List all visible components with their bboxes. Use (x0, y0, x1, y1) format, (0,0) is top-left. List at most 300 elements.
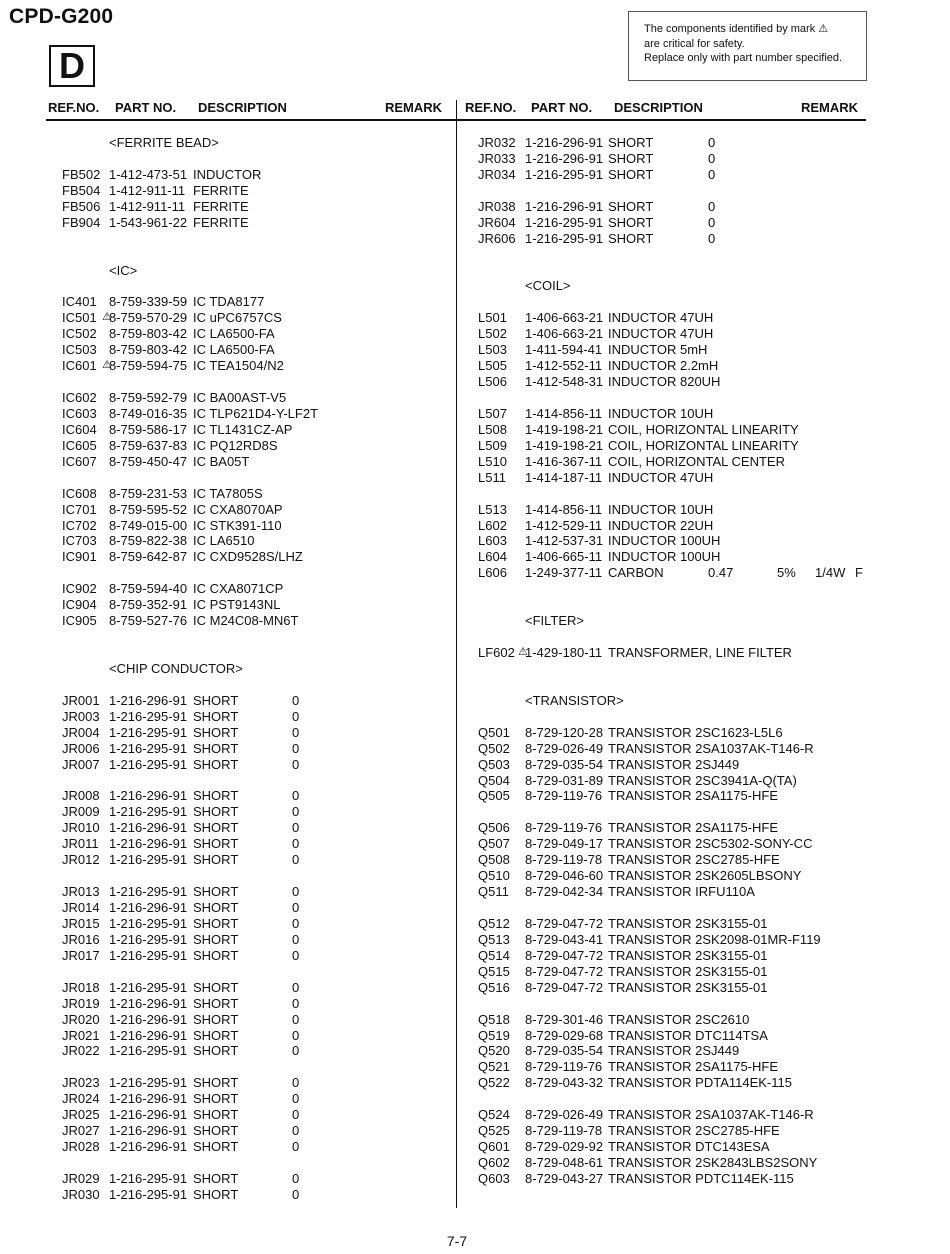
description: IC TL1431CZ-AP (193, 421, 293, 437)
ref-no: JR004 (62, 724, 100, 740)
description: TRANSISTOR 2SC2785-HFE (608, 852, 780, 868)
remark-value: 0 (292, 820, 300, 836)
part-no: 1-216-295-91 (109, 724, 188, 740)
ref-no: JR027 (62, 1123, 100, 1139)
part-no: 8-759-231-53 (109, 485, 188, 501)
description: TRANSISTOR 2SA1175-HFE (608, 820, 779, 836)
blank-row (458, 661, 928, 677)
description: SHORT (193, 1075, 239, 1091)
header-remark: REMARK (385, 100, 443, 115)
part-no: 1-412-911-11 (109, 198, 186, 214)
group-label: <COIL> (525, 278, 571, 294)
description: SHORT (608, 166, 654, 182)
description: SHORT (193, 708, 239, 724)
part-no: 1-216-296-91 (109, 1123, 188, 1139)
part-no: 1-216-296-91 (109, 1139, 188, 1155)
remark-value: 0 (292, 995, 300, 1011)
part-no: 8-729-047-72 (525, 963, 604, 979)
description: SHORT (193, 788, 239, 804)
ref-no: JR038 (478, 198, 516, 214)
remark-value: 0 (292, 1011, 300, 1027)
ref-no: IC601 (62, 358, 97, 374)
part-row (458, 757, 928, 773)
ref-no: JR021 (62, 1027, 100, 1043)
ref-no: Q522 (478, 1075, 510, 1091)
part-row (0, 1187, 455, 1203)
description: INDUCTOR 47UH (608, 326, 714, 342)
part-row (0, 342, 455, 358)
ref-no: JR003 (62, 708, 100, 724)
group-label: <CHIP CONDUCTOR> (109, 660, 243, 676)
group-heading (458, 693, 928, 709)
part-row (458, 980, 928, 996)
description: FERRITE (193, 198, 249, 214)
ref-no: Q521 (478, 1059, 510, 1075)
part-no: 8-729-047-72 (525, 979, 604, 995)
ref-no: L509 (478, 437, 507, 453)
ref-no: Q504 (478, 772, 510, 788)
description: SHORT (608, 198, 654, 214)
part-no: 8-759-803-42 (109, 326, 188, 342)
ref-no: JR012 (62, 852, 100, 868)
parts-list-left (0, 135, 455, 1203)
ref-no: JR034 (478, 166, 516, 182)
part-no: 1-216-295-91 (109, 1170, 188, 1186)
ref-no: IC603 (62, 405, 97, 421)
blank-row (458, 247, 928, 263)
part-no: 1-216-295-91 (109, 915, 188, 931)
ref-no: Q516 (478, 979, 510, 995)
part-row (458, 358, 928, 374)
part-no: 1-216-295-91 (109, 740, 188, 756)
description: SHORT (193, 756, 239, 772)
part-no: 1-216-295-91 (109, 852, 188, 868)
remark-value: 0 (292, 1186, 300, 1202)
ref-no: JR606 (478, 230, 516, 246)
ref-no: L501 (478, 310, 507, 326)
part-no: 1-216-296-91 (525, 150, 604, 166)
ref-no: IC607 (62, 453, 97, 469)
safety-notice (628, 11, 867, 81)
description: SHORT (193, 1139, 239, 1155)
description: TRANSISTOR 2SK2098-01MR-F119 (608, 931, 821, 947)
blank-row (458, 486, 928, 502)
part-no: 1-412-548-31 (525, 374, 604, 390)
description: SHORT (193, 995, 239, 1011)
part-no: 1-416-367-11 (525, 453, 603, 469)
blank-row (458, 900, 928, 916)
part-row (458, 916, 928, 932)
part-row (0, 518, 455, 534)
ref-no: L602 (478, 517, 507, 533)
part-row (0, 1028, 455, 1044)
part-row (0, 199, 455, 215)
part-row (0, 725, 455, 741)
part-no: 1-412-537-31 (525, 533, 604, 549)
part-row (0, 533, 455, 549)
part-row (0, 422, 455, 438)
part-row (0, 613, 455, 629)
part-no: 1-406-663-21 (525, 310, 604, 326)
blank-row (0, 677, 455, 693)
part-no: 1-216-295-91 (109, 947, 188, 963)
ref-no: JR024 (62, 1091, 100, 1107)
description: SHORT (193, 931, 239, 947)
blank-row (0, 470, 455, 486)
remark-value: 0 (292, 915, 300, 931)
group-heading (458, 613, 928, 629)
part-no: 8-759-822-38 (109, 533, 188, 549)
description: SHORT (193, 1123, 239, 1139)
ref-no: JR029 (62, 1170, 100, 1186)
part-row (0, 741, 455, 757)
description: TRANSISTOR 2SA1175-HFE (608, 788, 779, 804)
part-row (458, 533, 928, 549)
ref-no: Q503 (478, 756, 510, 772)
description: INDUCTOR 10UH (608, 501, 714, 517)
remark-wattage: 1/4W (815, 565, 846, 581)
ref-no: JR019 (62, 995, 100, 1011)
part-no: 1-216-295-91 (109, 1075, 188, 1091)
description: TRANSISTOR DTC143ESA (608, 1139, 770, 1155)
part-no: 1-412-473-51 (109, 166, 188, 182)
part-row (458, 1123, 928, 1139)
description: TRANSISTOR PDTC114EK-115 (608, 1170, 794, 1186)
ref-no: FB506 (62, 198, 101, 214)
part-no: 8-729-042-34 (525, 884, 604, 900)
ref-no: Q603 (478, 1170, 510, 1186)
part-no: 1-216-296-91 (525, 198, 604, 214)
part-no: 1-414-856-11 (525, 501, 603, 517)
part-no: 1-216-296-91 (109, 995, 188, 1011)
ref-no: IC701 (62, 501, 97, 517)
part-row (0, 294, 455, 310)
ref-no: JR032 (478, 135, 516, 150)
ref-no: L505 (478, 358, 507, 374)
description: SHORT (193, 884, 239, 900)
description: IC LA6500-FA (193, 326, 275, 342)
blank-row (0, 629, 455, 645)
description: TRANSISTOR 2SC2785-HFE (608, 1123, 780, 1139)
description: IC BA00AST-V5 (193, 390, 287, 405)
ref-no: Q601 (478, 1139, 510, 1155)
part-no: 8-729-119-78 (525, 852, 603, 868)
group-label: <TRANSISTOR> (525, 692, 624, 708)
part-row (458, 852, 928, 868)
description: SHORT (193, 900, 239, 915)
ref-no: IC401 (62, 294, 97, 310)
blank-row (458, 581, 928, 597)
ref-no: JR013 (62, 884, 100, 900)
part-row (0, 486, 455, 502)
remark-value: 0 (292, 947, 300, 963)
remark-value: 0 (292, 1123, 300, 1139)
remark-value: 0 (292, 836, 300, 852)
part-row (458, 773, 928, 789)
part-row (458, 964, 928, 980)
safety-notice-line: Replace only with part number specified. (644, 52, 843, 64)
part-no: 8-729-119-76 (525, 1059, 603, 1075)
ref-no: LF602 (478, 645, 515, 660)
part-row (458, 1012, 928, 1028)
remark-value: 0 (708, 198, 716, 214)
description: SHORT (608, 230, 654, 246)
ref-no: Q513 (478, 931, 510, 947)
part-no: 1-419-198-21 (525, 437, 604, 453)
group-heading (458, 278, 928, 294)
description: INDUCTOR (193, 166, 262, 182)
part-no: 1-216-296-91 (525, 135, 604, 150)
part-row (0, 1012, 455, 1028)
blank-row (458, 1091, 928, 1107)
ref-no: JR001 (62, 692, 100, 708)
part-no: 1-216-296-91 (109, 836, 188, 852)
part-no: 1-216-295-91 (109, 1043, 188, 1059)
ref-no: Q510 (478, 868, 510, 884)
remark-value: 0 (292, 804, 300, 820)
part-row (0, 804, 455, 820)
remark-value: 0 (292, 1075, 300, 1091)
part-no: 1-216-295-91 (109, 756, 188, 772)
blank-row (0, 964, 455, 980)
part-no: 8-749-016-35 (109, 405, 188, 421)
description: SHORT (193, 1091, 239, 1107)
description: INDUCTOR 47UH (608, 469, 714, 485)
description: TRANSISTOR 2SK3155-01 (608, 947, 768, 963)
part-row (0, 358, 455, 374)
ref-no: L606 (478, 565, 507, 581)
part-no: 8-729-046-60 (525, 868, 604, 884)
ref-no: L603 (478, 533, 507, 549)
remark-value: 0 (292, 884, 300, 900)
description: SHORT (193, 836, 239, 852)
part-row (458, 788, 928, 804)
remark-value: 0 (708, 135, 716, 150)
header-description: DESCRIPTION (198, 100, 287, 115)
ref-no: JR028 (62, 1139, 100, 1155)
description: TRANSISTOR DTC114TSA (608, 1027, 768, 1043)
part-row (458, 1155, 928, 1171)
description: SHORT (193, 1170, 239, 1186)
header-ref-no: REF.NO. (48, 100, 100, 115)
part-row (0, 852, 455, 868)
remark-value: 0 (292, 1043, 300, 1059)
description: FERRITE (193, 182, 249, 198)
ref-no: JR007 (62, 756, 100, 772)
ref-no: IC902 (62, 581, 97, 597)
part-no: 1-216-296-91 (109, 1091, 188, 1107)
part-no: 1-216-295-91 (525, 230, 604, 246)
part-no: 1-414-856-11 (525, 405, 603, 421)
part-row (458, 502, 928, 518)
section-letter-box: D (49, 45, 95, 87)
part-no: 8-729-048-61 (525, 1155, 604, 1170)
remark-value: 0 (292, 724, 300, 740)
blank-row (458, 390, 928, 406)
ref-no: Q518 (478, 1011, 510, 1027)
part-no: 8-729-026-49 (525, 740, 604, 756)
ref-no: JR015 (62, 915, 100, 931)
part-no: 8-759-586-17 (109, 421, 188, 437)
part-no: 8-759-450-47 (109, 453, 188, 469)
ref-no: JR010 (62, 820, 100, 836)
part-row (458, 645, 928, 661)
description: CARBON (608, 565, 664, 581)
column-divider (456, 100, 457, 1208)
description: IC LA6500-FA (193, 342, 275, 358)
part-no: 1-216-296-91 (109, 1107, 188, 1123)
ref-no: Q602 (478, 1155, 510, 1170)
part-no: 8-759-803-42 (109, 342, 188, 358)
blank-row (0, 773, 455, 789)
part-row (0, 581, 455, 597)
part-row (458, 422, 928, 438)
blank-row (458, 183, 928, 199)
part-no: 8-759-352-91 (109, 597, 188, 613)
part-no: 8-729-119-76 (525, 820, 603, 836)
part-no: 1-412-552-11 (525, 358, 603, 374)
part-row (458, 1043, 928, 1059)
part-no: 8-729-049-17 (525, 836, 604, 852)
part-row (0, 788, 455, 804)
remark-value: 0 (708, 230, 716, 246)
ref-no: IC602 (62, 390, 97, 405)
description: TRANSISTOR IRFU110A (608, 884, 755, 900)
part-row (0, 406, 455, 422)
group-heading (0, 263, 455, 279)
description: TRANSISTOR 2SJ449 (608, 1043, 740, 1059)
blank-row (458, 709, 928, 725)
part-row (458, 868, 928, 884)
part-row (0, 310, 455, 326)
ref-no: Q519 (478, 1027, 510, 1043)
description: IC uPC6757CS (193, 310, 282, 326)
ref-no: JR008 (62, 788, 100, 804)
blank-row (458, 597, 928, 613)
page-number: 7-7 (446, 1233, 468, 1249)
description: INDUCTOR 22UH (608, 517, 714, 533)
part-row (0, 502, 455, 518)
part-no: 1-216-295-91 (109, 931, 188, 947)
ref-no: Q515 (478, 963, 510, 979)
description: IC CXD9528S/LHZ (193, 549, 303, 565)
ref-no: Q502 (478, 740, 510, 756)
ref-no: JR020 (62, 1011, 100, 1027)
remark-value: 0 (292, 1027, 300, 1043)
description: SHORT (193, 820, 239, 836)
part-row (458, 932, 928, 948)
description: TRANSISTOR 2SC2610 (608, 1011, 750, 1027)
part-no: 8-729-035-54 (525, 756, 604, 772)
description: IC PQ12RD8S (193, 437, 278, 453)
ref-no: IC905 (62, 613, 97, 629)
description: IC PST9143NL (193, 597, 281, 613)
part-no: 8-729-026-49 (525, 1107, 604, 1123)
description: IC STK391-110 (193, 517, 282, 533)
part-row (458, 1075, 928, 1091)
part-no: 1-406-665-11 (525, 549, 603, 565)
part-row (0, 438, 455, 454)
blank-row (0, 868, 455, 884)
part-no: 1-216-295-91 (525, 166, 604, 182)
part-row (0, 215, 455, 231)
description: TRANSFORMER, LINE FILTER (608, 645, 792, 660)
part-no: 8-759-637-83 (109, 437, 188, 453)
part-row (458, 199, 928, 215)
ref-no: JR018 (62, 979, 100, 995)
description: SHORT (608, 135, 654, 150)
blank-row (0, 374, 455, 390)
description: TRANSISTOR 2SA1037AK-T146-R (608, 1107, 814, 1123)
description: IC TDA8177 (193, 294, 265, 310)
part-no: 8-729-119-76 (525, 788, 603, 804)
part-no: 1-216-295-91 (525, 214, 604, 230)
description: SHORT (193, 1027, 239, 1043)
ref-no: FB504 (62, 182, 101, 198)
remark-flag: F (855, 565, 863, 581)
ref-no: L507 (478, 405, 507, 421)
part-no: 1-412-911-11 (109, 182, 186, 198)
part-row (0, 1107, 455, 1123)
remark-value: 0 (292, 1170, 300, 1186)
blank-row (458, 294, 928, 310)
ref-no: IC702 (62, 517, 97, 533)
ref-no: IC502 (62, 326, 97, 342)
ref-no: JR009 (62, 804, 100, 820)
description: TRANSISTOR 2SJ449 (608, 756, 740, 772)
group-label: <FERRITE BEAD> (109, 135, 219, 150)
remark-tolerance: 5% (777, 565, 796, 581)
part-no: 1-216-296-91 (109, 820, 188, 836)
part-row (0, 757, 455, 773)
part-no: 1-216-295-91 (109, 1186, 188, 1202)
model-name: CPD-G200 (9, 5, 114, 28)
part-no: 8-729-031-89 (525, 772, 604, 788)
remark-value: 0 (292, 692, 300, 708)
part-no: 8-759-592-79 (109, 390, 188, 405)
description: SHORT (193, 740, 239, 756)
ref-no: JR025 (62, 1107, 100, 1123)
part-row (458, 215, 928, 231)
part-row (0, 1091, 455, 1107)
part-no: 1-216-296-91 (109, 900, 188, 915)
group-heading (0, 661, 455, 677)
part-no: 8-729-119-78 (525, 1123, 603, 1139)
part-no: 1-429-180-11 (525, 645, 603, 660)
part-no: 1-216-296-91 (109, 788, 188, 804)
description: TRANSISTOR 2SC5302-SONY-CC (608, 836, 813, 852)
ref-no: IC703 (62, 533, 97, 549)
safety-warning-icon: ⚠ (102, 311, 112, 324)
description: IC CXA8071CP (193, 581, 284, 597)
part-row (458, 884, 928, 900)
remark-value: 0 (292, 740, 300, 756)
part-row (458, 406, 928, 422)
blank-row (0, 1059, 455, 1075)
ref-no: IC501 (62, 310, 97, 326)
part-row (458, 454, 928, 470)
description: IC TA7805S (193, 485, 263, 501)
description: COIL, HORIZONTAL LINEARITY (608, 421, 799, 437)
description: TRANSISTOR 2SK3155-01 (608, 915, 768, 931)
part-row (458, 948, 928, 964)
part-no: 8-729-120-28 (525, 724, 604, 740)
ref-no: FB904 (62, 214, 101, 230)
ref-no: IC608 (62, 485, 97, 501)
safety-warning-icon: ⚠ (518, 646, 528, 658)
blank-row (458, 263, 928, 279)
part-no: 8-729-047-72 (525, 947, 604, 963)
